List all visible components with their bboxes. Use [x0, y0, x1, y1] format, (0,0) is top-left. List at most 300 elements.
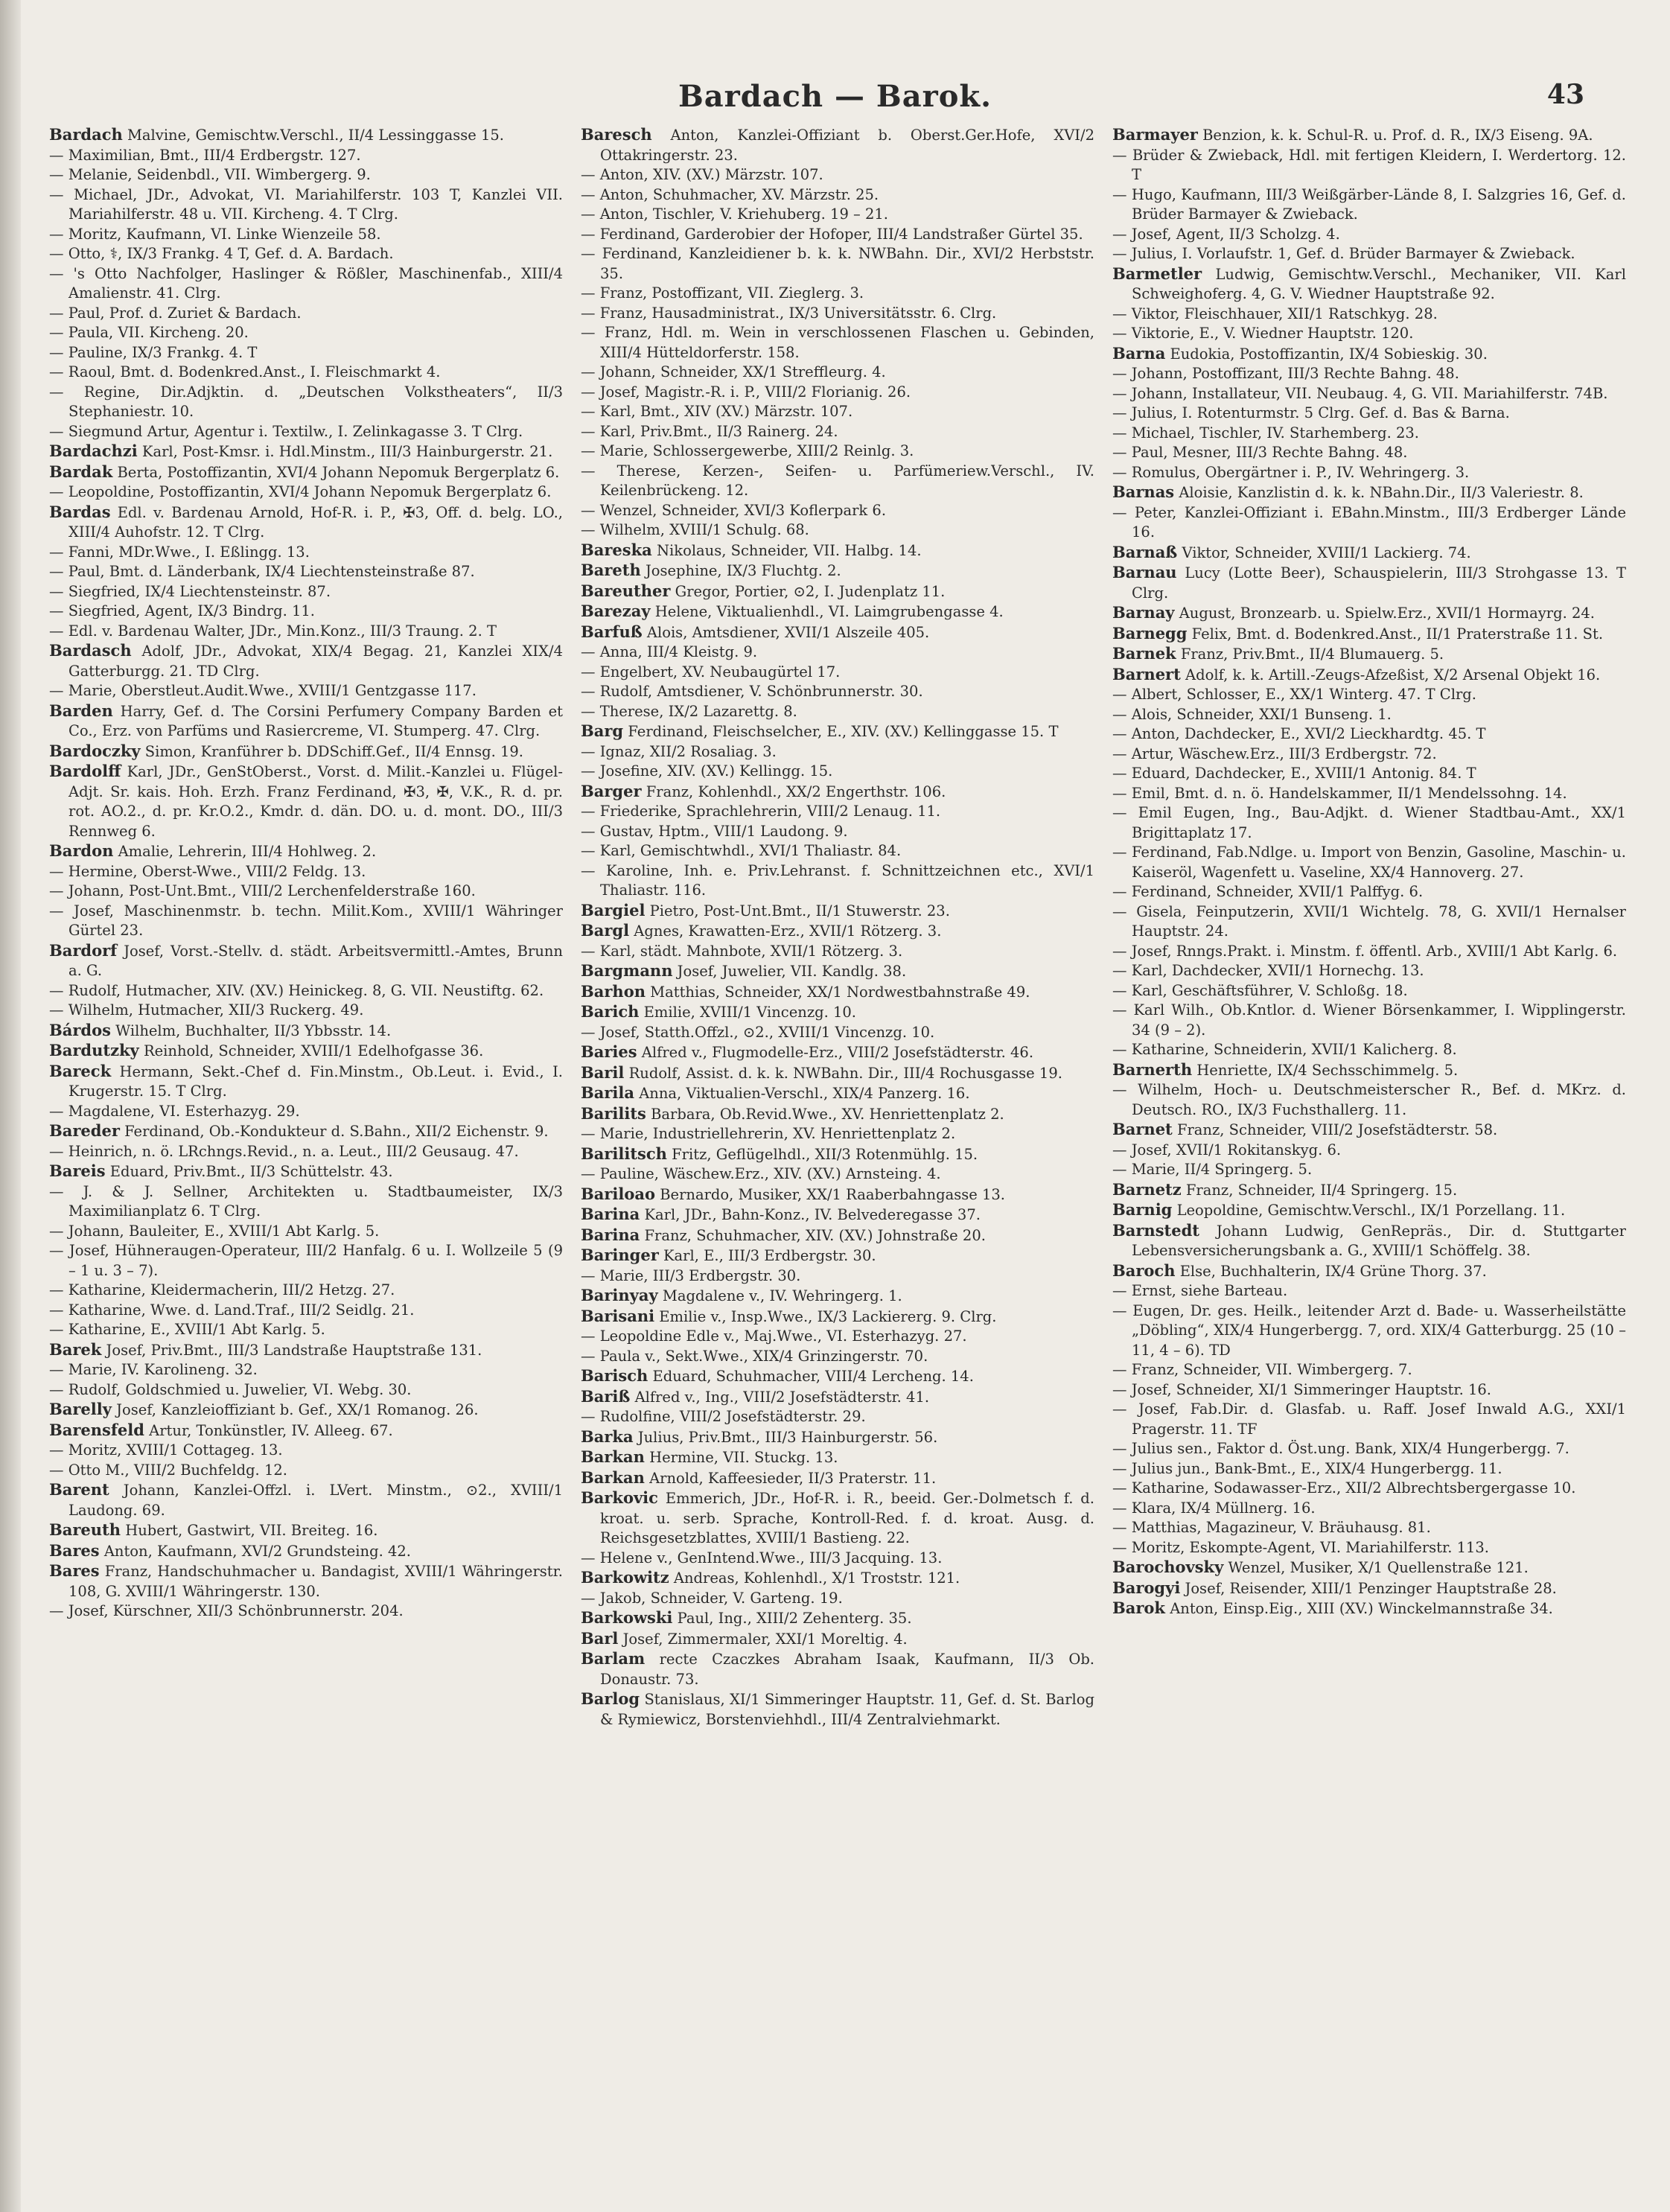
- entry-text: Andreas, Kohlenhdl., X/1 Troststr. 121.: [673, 1569, 960, 1587]
- entry-text: — Marie, III/3 Erdbergstr. 30.: [581, 1266, 801, 1284]
- directory-entry: [1112, 1558, 1626, 1578]
- directory-entry: [49, 622, 563, 642]
- directory-columns: [49, 125, 1628, 2195]
- directory-entry: [581, 205, 1094, 225]
- directory-entry: [581, 1608, 1094, 1629]
- directory-entry: [581, 1185, 1094, 1205]
- entry-text: — Klara, IX/4 Müllnerg. 16.: [1112, 1499, 1316, 1517]
- directory-entry: [49, 383, 563, 422]
- directory-entry: [581, 422, 1094, 442]
- entry-text: — Paul, Prof. d. Zuriet & Bardach.: [49, 304, 302, 322]
- directory-entry: [581, 1002, 1094, 1023]
- directory-entry: [581, 1427, 1094, 1448]
- entry-text: Matthias, Schneider, XX/1 Nordwestbahnstraße 49.: [650, 983, 1030, 1001]
- entry-text: — Katharine, Kleidermacherin, III/2 Hetzg. 27.: [49, 1281, 395, 1298]
- entry-text: — Rudolfine, VIII/2 Josefstädterstr. 29.: [581, 1408, 866, 1425]
- directory-entry: [581, 622, 1094, 643]
- entry-text: — Regine, Dir.Adjktin. d. „Deutschen Volkstheaters“, II/3 Stephaniestr. 10.: [49, 383, 563, 420]
- directory-entry: [49, 363, 563, 383]
- entry-surname: Bariloao: [581, 1184, 655, 1203]
- directory-entry: [581, 1366, 1094, 1387]
- entry-surname: Barnert: [1112, 664, 1181, 683]
- directory-entry: [581, 1447, 1094, 1468]
- directory-entry: [1112, 305, 1626, 325]
- entry-surname: Barger: [581, 781, 642, 800]
- directory-entry: [49, 304, 563, 324]
- directory-entry: [49, 185, 563, 225]
- directory-entry: [1112, 745, 1626, 765]
- entry-surname: Barezay: [581, 602, 651, 620]
- directory-entry: [1112, 882, 1626, 902]
- entry-text: — Siegfried, IX/4 Liechtensteinstr. 87.: [49, 582, 331, 600]
- directory-entry: [1112, 463, 1626, 483]
- directory-entry: [49, 1421, 563, 1441]
- entry-text: Franz, Priv.Bmt., II/4 Blumauerg. 5.: [1180, 646, 1444, 663]
- directory-entry: [49, 841, 563, 862]
- entry-text: Malvine, Gemischtw.Verschl., II/4 Lessinggasse 15.: [127, 127, 504, 144]
- entry-text: — Ferdinand, Fab.Ndlge. u. Import von Benzin, Gasoline, Maschin- u. Kaiseröl, Wagenfett u. Vaseline, XX/4 Hannoverg. 27.: [1112, 844, 1626, 881]
- directory-entry: [1112, 324, 1626, 344]
- entry-surname: Barnas: [1112, 482, 1175, 501]
- entry-surname: Barnet: [1112, 1120, 1173, 1138]
- entry-surname: Bares: [49, 1540, 100, 1560]
- directory-entry: [49, 641, 563, 681]
- entry-text: — Ferdinand, Kanzleidiener b. k. k. NWBahn. Dir., XVI/2 Herbststr. 35.: [581, 245, 1094, 282]
- directory-entry: [1112, 1261, 1626, 1282]
- entry-text: Franz, Schneider, II/4 Springerg. 15.: [1185, 1181, 1458, 1199]
- entry-text: Harry, Gef. d. The Corsini Perfumery Company Barden et Co., Erz. von Parfüms und Rasiercreme, VI. Stumperg. 47. Clrg.: [68, 702, 563, 739]
- directory-entry: [1112, 784, 1626, 804]
- directory-entry: [581, 165, 1094, 185]
- entry-text: — Ferdinand, Schneider, XVII/1 Palffyg. 6.: [1112, 883, 1424, 900]
- directory-entry: [581, 1286, 1094, 1307]
- entry-surname: Bareska: [581, 540, 652, 559]
- entry-text: — Julius sen., Faktor d. Öst.ung. Bank, XIX/4 Hungerbergg. 7.: [1112, 1440, 1569, 1457]
- entry-text: Helene, Viktualienhdl., VI. Laimgrubengasse 4.: [654, 603, 1004, 620]
- entry-text: Adolf, JDr., Advokat, XIX/4 Begag. 21, Kanzlei XIX/4 Gatterburgg. 21. TD Clrg.: [68, 643, 563, 680]
- entry-text: Else, Buchhalterin, IX/4 Grüne Thorg. 37.: [1179, 1262, 1487, 1280]
- directory-entry: [1112, 482, 1626, 503]
- directory-entry: [1112, 384, 1626, 404]
- directory-entry: [1112, 1200, 1626, 1221]
- directory-entry: [581, 1042, 1094, 1063]
- directory-entry: [581, 442, 1094, 462]
- entry-text: — Wilhelm, XVIII/1 Schulg. 68.: [581, 521, 809, 538]
- entry-surname: Barnerth: [1112, 1059, 1193, 1079]
- entry-text: — Ernst, siehe Barteau.: [1112, 1282, 1288, 1299]
- entry-text: Ferdinand, Ob.-Kondukteur d. S.Bahn., XII/2 Eichenstr. 9.: [124, 1123, 549, 1140]
- entry-surname: Bargmann: [581, 961, 673, 980]
- column-middle: [581, 125, 1094, 2195]
- directory-entry: [581, 383, 1094, 403]
- entry-surname: Bares: [49, 1561, 100, 1580]
- directory-entry: [581, 125, 1094, 165]
- entry-text: Henriette, IX/4 Sechsschimmelg. 5.: [1196, 1061, 1459, 1079]
- entry-text: — Edl. v. Bardenau Walter, JDr., Min.Konz., III/3 Traung. 2. T: [49, 622, 497, 640]
- directory-entry: [1112, 644, 1626, 665]
- entry-text: — Josef, Schneider, XI/1 Simmeringer Hauptstr. 16.: [1112, 1380, 1491, 1398]
- entry-surname: Barina: [581, 1225, 640, 1244]
- entry-surname: Bárdos: [49, 1020, 111, 1039]
- entry-text: Viktor, Schneider, XVIII/1 Lackierg. 74.: [1182, 544, 1471, 561]
- entry-text: — Rudolf, Goldschmied u. Juwelier, VI. Webg. 30.: [49, 1380, 412, 1398]
- entry-text: Benzion, k. k. Schul-R. u. Prof. d. R., IX/3 Eiseng. 9A.: [1202, 127, 1593, 144]
- directory-entry: [1112, 1459, 1626, 1479]
- directory-entry: [581, 1307, 1094, 1327]
- entry-text: — Julius, I. Vorlaufstr. 1, Gef. d. Brüder Barmayer & Zwieback.: [1112, 245, 1575, 262]
- entry-surname: Barhon: [581, 981, 646, 1001]
- directory-entry: [581, 561, 1094, 581]
- directory-entry: [49, 543, 563, 563]
- directory-entry: [49, 1340, 563, 1361]
- directory-entry: [49, 462, 563, 483]
- entry-text: — Franz, Postoffizant, VII. Zieglerg. 3.: [581, 284, 864, 302]
- entry-text: Artur, Tonkünstler, IV. Alleeg. 67.: [149, 1421, 393, 1439]
- entry-text: — Eugen, Dr. ges. Heilk., leitender Arzt d. Bade- u. Wasserheilstätte „Döbling“, XIX/4 Hungerbergg. 7, ord. XIX/4 Gatterburgg. 25 (10 – 11, 4 – 6). TD: [1112, 1301, 1626, 1359]
- directory-entry: [49, 742, 563, 762]
- entry-surname: Bariß: [581, 1386, 631, 1406]
- directory-entry: [581, 1589, 1094, 1609]
- directory-entry: [581, 921, 1094, 942]
- entry-text: Franz, Kohlenhdl., XX/2 Engerthstr. 106.: [646, 783, 946, 800]
- entry-text: Anton, Kanzlei-Offiziant b. Oberst.Ger.Hofe, XVI/2 Ottakringerstr. 23.: [600, 127, 1094, 164]
- directory-entry: [581, 762, 1094, 782]
- entry-surname: Bareth: [581, 561, 641, 579]
- entry-surname: Barisani: [581, 1306, 655, 1325]
- entry-surname: Bareck: [49, 1061, 112, 1080]
- directory-entry: [49, 1281, 563, 1301]
- entry-text: Franz, Handschuhmacher u. Bandagist, XVIII/1 Währingerstr. 108, G. XVIII/1 Währingerstr. 130.: [68, 1563, 563, 1600]
- entry-text: Emilie, XVIII/1 Vincenzg. 10.: [643, 1004, 856, 1021]
- entry-surname: Bardoczky: [49, 741, 141, 760]
- entry-surname: Bardolff: [49, 762, 121, 780]
- directory-entry: [581, 982, 1094, 1003]
- entry-text: — Karl, Geschäftsführer, V. Schloßg. 18.: [1112, 981, 1408, 999]
- entry-surname: Barnek: [1112, 644, 1176, 663]
- page-number: 43: [1546, 79, 1584, 110]
- directory-entry: [581, 363, 1094, 383]
- entry-text: Adolf, k. k. Artill.-Zeugs-Afzeßist, X/2 Arsenal Objekt 16.: [1185, 666, 1601, 683]
- entry-text: — Pauline, Wäschew.Erz., XIV. (XV.) Arnsteing. 4.: [581, 1165, 941, 1182]
- entry-text: — Artur, Wäschew.Erz., III/3 Erdbergstr. 72.: [1112, 745, 1437, 762]
- directory-entry: [1112, 146, 1626, 185]
- directory-entry: [1112, 981, 1626, 1001]
- column-left: [49, 125, 563, 2195]
- directory-entry: [581, 1246, 1094, 1266]
- entry-text: — Fanni, MDr.Wwe., I. Eßlingg. 13.: [49, 543, 310, 561]
- entry-text: — Wilhelm, Hoch- u. Deutschmeisterscher R., Bef. d. MKrz. d. Deutsch. RO., IX/3 Fuchsthallerg. 11.: [1112, 1081, 1626, 1118]
- entry-surname: Baringer: [581, 1246, 659, 1264]
- entry-text: — Julius, I. Rotenturmstr. 5 Clrg. Gef. d. Bas & Barna.: [1112, 404, 1510, 421]
- entry-text: — Viktor, Fleischhauer, XII/1 Ratschkyg. 28.: [1112, 305, 1438, 322]
- entry-text: — Moritz, XVIII/1 Cottageg. 13.: [49, 1441, 283, 1459]
- entry-text: — Ignaz, XII/2 Rosaliag. 3.: [581, 742, 777, 760]
- directory-entry: [581, 782, 1094, 803]
- entry-text: Aloisie, Kanzlistin d. k. k. NBahn.Dir., II/3 Valeriestr. 8.: [1179, 484, 1584, 501]
- entry-text: — Viktorie, E., V. Wiedner Hauptstr. 120.: [1112, 325, 1414, 342]
- directory-entry: [1112, 1080, 1626, 1120]
- entry-text: Felix, Bmt. d. Bodenkred.Anst., II/1 Praterstraße 11. St.: [1191, 625, 1604, 643]
- entry-text: Eduard, Schuhmacher, VIII/4 Lercheng. 14.: [652, 1368, 974, 1385]
- entry-text: August, Bronzearb. u. Spielw.Erz., XVII/1 Hormayrg. 24.: [1179, 605, 1595, 622]
- entry-text: — Katharine, Wwe. d. Land.Traf., III/2 Seidlg. 21.: [49, 1301, 415, 1319]
- directory-entry: [1112, 1160, 1626, 1180]
- entry-text: — Gisela, Feinputzerin, XVII/1 Wichtelg. 78, G. XVII/1 Hernalser Hauptstr. 24.: [1112, 902, 1626, 940]
- entry-text: Hermine, VII. Stuckg. 13.: [649, 1449, 838, 1466]
- entry-text: — Anna, III/4 Kleistg. 9.: [581, 643, 758, 660]
- entry-text: — Josef, Maschinenmstr. b. techn. Milit.Kom., XVIII/1 Währinger Gürtel 23.: [49, 902, 563, 939]
- entry-surname: Barmayer: [1112, 125, 1198, 144]
- entry-text: — Josef, Statth.Offzl., ⊙2., XVIII/1 Vincenzg. 10.: [581, 1023, 935, 1041]
- directory-entry: [49, 482, 563, 503]
- entry-surname: Barlog: [581, 1689, 640, 1708]
- entry-surname: Barfuß: [581, 622, 643, 641]
- entry-text: — Marie, Industriellehrerin, XV. Henriettenplatz 2.: [581, 1125, 956, 1142]
- directory-entry: [1112, 1060, 1626, 1081]
- entry-text: — J. & J. Sellner, Architekten u. Stadtbaumeister, IX/3 Maximilianplatz 6. T Clrg.: [49, 1182, 563, 1220]
- directory-entry: [49, 1400, 563, 1421]
- entry-text: — Jakob, Schneider, V. Garteng. 19.: [581, 1589, 843, 1607]
- directory-entry: [1112, 961, 1626, 981]
- directory-entry: [1112, 843, 1626, 882]
- directory-entry: [581, 520, 1094, 541]
- entry-text: — Karl, Bmt., XIV (XV.) Märzstr. 107.: [581, 403, 853, 420]
- entry-text: — Katharine, E., XVIII/1 Abt Karlg. 5.: [49, 1321, 325, 1338]
- directory-entry: [581, 185, 1094, 205]
- directory-entry: [49, 1320, 563, 1340]
- entry-text: Agnes, Krawatten-Erz., XVII/1 Rötzerg. 3.: [634, 922, 942, 940]
- directory-entry: [1112, 443, 1626, 463]
- entry-surname: Barl: [581, 1628, 619, 1648]
- directory-entry: [581, 961, 1094, 982]
- directory-entry: [581, 1144, 1094, 1165]
- directory-entry: [49, 681, 563, 701]
- entry-surname: Baril: [581, 1062, 625, 1082]
- directory-entry: [1112, 1479, 1626, 1499]
- entry-text: — Albert, Schlosser, E., XX/1 Winterg. 47. T Clrg.: [1112, 686, 1476, 703]
- entry-surname: Bardachzi: [49, 442, 138, 460]
- directory-entry: [49, 442, 563, 462]
- directory-entry: [581, 1347, 1094, 1367]
- entry-surname: Bardas: [49, 502, 111, 521]
- directory-entry: [49, 582, 563, 602]
- entry-text: Josef, Reisender, XIII/1 Penzinger Hauptstraße 28.: [1185, 1579, 1557, 1597]
- entry-text: Wilhelm, Buchhalter, II/3 Ybbsstr. 14.: [115, 1021, 392, 1039]
- entry-surname: Barinyay: [581, 1286, 658, 1304]
- entry-text: Pietro, Post-Unt.Bmt., II/1 Stuwerstr. 23.: [649, 902, 950, 919]
- entry-surname: Barnay: [1112, 603, 1175, 622]
- entry-text: Karl, E., III/3 Erdbergstr. 30.: [663, 1247, 876, 1264]
- directory-entry: [581, 1266, 1094, 1287]
- entry-text: Emilie v., Insp.Wwe., IX/3 Lackiererg. 9. Clrg.: [659, 1307, 997, 1325]
- directory-entry: [1112, 404, 1626, 424]
- entry-text: — Johann, Installateur, VII. Neubaug. 4, G. VII. Mariahilferstr. 74B.: [1112, 384, 1608, 402]
- directory-entry: [1112, 1499, 1626, 1519]
- entry-text: recte Czaczkes Abraham Isaak, Kaufmann, II/3 Ob. Donaustr. 73.: [600, 1651, 1094, 1688]
- directory-entry: [49, 1461, 563, 1481]
- entry-text: Berta, Postoffizantin, XVI/4 Johann Nepomuk Bergerplatz 6.: [117, 463, 560, 481]
- directory-entry: [49, 264, 563, 304]
- directory-entry: [581, 1689, 1094, 1730]
- directory-entry: [1112, 1301, 1626, 1361]
- entry-text: — Romulus, Obergärtner i. P., IV. Wehringerg. 3.: [1112, 463, 1470, 481]
- directory-entry: [581, 225, 1094, 245]
- entry-text: — Josef, Fab.Dir. d. Glasfab. u. Raff. Josef Inwald A.G., XXI/1 Pragerstr. 11. TF: [1112, 1400, 1626, 1438]
- entry-text: — Otto, ⚕, IX/3 Frankg. 4 T, Gef. d. A. Bardach.: [49, 245, 394, 262]
- directory-entry: [1112, 1180, 1626, 1201]
- entry-text: — Marie, Oberstleut.Audit.Wwe., XVIII/1 Gentzgasse 117.: [49, 682, 477, 699]
- entry-text: Nikolaus, Schneider, VII. Halbg. 14.: [656, 541, 922, 559]
- directory-entry: [581, 1083, 1094, 1104]
- entry-surname: Barna: [1112, 343, 1166, 363]
- directory-entry: [1112, 1141, 1626, 1161]
- directory-entry: [581, 1488, 1094, 1549]
- directory-entry: [1112, 685, 1626, 705]
- entry-text: Johann Ludwig, GenRepräs., Dir. d. Stuttgarter Lebensversicherungsbank a. G., XVIII/1 Schöffelg. 38.: [1132, 1222, 1626, 1259]
- entry-text: Amalie, Lehrerin, III/4 Hohlweg. 2.: [118, 843, 377, 860]
- entry-text: — Leopoldine Edle v., Maj.Wwe., VI. Esterhazyg. 27.: [581, 1327, 967, 1345]
- directory-entry: [581, 1104, 1094, 1125]
- entry-text: Hubert, Gastwirt, VII. Breiteg. 16.: [125, 1522, 378, 1539]
- directory-entry: [49, 1520, 563, 1541]
- entry-text: Eduard, Priv.Bmt., II/3 Schüttelstr. 43.: [109, 1163, 393, 1180]
- entry-text: Fritz, Geflügelhdl., XII/3 Rotenmühlg. 15.: [672, 1145, 978, 1163]
- directory-entry: [581, 304, 1094, 324]
- entry-text: — Melanie, Seidenbdl., VII. Wimbergerg. 9.: [49, 166, 371, 183]
- directory-entry: [49, 343, 563, 363]
- directory-entry: [581, 1205, 1094, 1225]
- entry-text: Anton, Einsp.Eig., XIII (XV.) Winckelmannstraße 34.: [1170, 1600, 1553, 1617]
- entry-text: — Raoul, Bmt. d. Bodenkred.Anst., I. Fleischmarkt 4.: [49, 363, 441, 380]
- directory-entry: [1112, 1538, 1626, 1558]
- entry-text: — Josef, Magistr.-R. i. P., VIII/2 Florianig. 26.: [581, 383, 911, 401]
- entry-surname: Barkan: [581, 1467, 645, 1487]
- entry-surname: Bareuther: [581, 581, 671, 600]
- entry-text: — Anton, Tischler, V. Kriehuberg. 19 – 21.: [581, 205, 889, 223]
- entry-text: Josef, Vorst.-Stellv. d. städt. Arbeitsvermittl.-Amtes, Brunn a. G.: [68, 942, 563, 979]
- column-right: [1112, 125, 1626, 2195]
- directory-entry: [581, 802, 1094, 822]
- directory-entry: [1112, 543, 1626, 564]
- entry-text: — Matthias, Magazineur, V. Bräuhausg. 81.: [1112, 1519, 1431, 1536]
- directory-entry: [581, 861, 1094, 901]
- entry-surname: Barkowitz: [581, 1568, 669, 1587]
- entry-text: — Heinrich, n. ö. LRchngs.Revid., n. a. Leut., III/2 Geusaug. 47.: [49, 1142, 519, 1160]
- entry-text: — Josef, Kürschner, XII/3 Schönbrunnerstr. 204.: [49, 1602, 404, 1619]
- directory-entry: [49, 1161, 563, 1182]
- directory-entry: [1112, 364, 1626, 384]
- entry-text: Stanislaus, XI/1 Simmeringer Hauptstr. 11, Gef. d. St. Barlog & Rymiewicz, Borstenviehhdl., III/4 Zentralviehmarkt.: [600, 1691, 1094, 1728]
- directory-entry: [1112, 1400, 1626, 1439]
- page-header: [45, 76, 1625, 121]
- directory-entry: [581, 1327, 1094, 1347]
- directory-entry: [1112, 705, 1626, 725]
- entry-surname: Bargiel: [581, 900, 646, 919]
- directory-entry: [581, 501, 1094, 521]
- entry-surname: Barnig: [1112, 1200, 1173, 1219]
- directory-entry: [49, 165, 563, 185]
- entry-text: Julius, Priv.Bmt., III/3 Hainburgerstr. 56.: [637, 1428, 938, 1446]
- entry-text: — Katharine, Schneiderin, XVII/1 Kalicherg. 8.: [1112, 1041, 1457, 1058]
- entry-text: — Josef, Hühneraugen-Operateur, III/2 Hanfalg. 6 u. I. Wollzeile 5 (9 – 1 u. 3 – 7).: [49, 1242, 563, 1279]
- entry-text: — Emil, Bmt. d. n. ö. Handelskammer, II/1 Mendelssohng. 14.: [1112, 784, 1567, 802]
- directory-entry: [49, 1380, 563, 1400]
- entry-text: — Leopoldine, Postoffizantin, XVI/4 Johann Nepomuk Bergerplatz 6.: [49, 483, 552, 500]
- directory-entry: [49, 701, 563, 742]
- entry-text: — Josefine, XIV. (XV.) Kellingg. 15.: [581, 762, 833, 780]
- directory-entry: [49, 323, 563, 343]
- entry-text: — Helene v., GenIntend.Wwe., III/3 Jacquing. 13.: [581, 1549, 943, 1566]
- directory-entry: [1112, 1001, 1626, 1040]
- entry-text: — Anton, XIV. (XV.) Märzstr. 107.: [581, 166, 823, 183]
- entry-text: Karl, JDr., GenStOberst., Vorst. d. Milit.-Kanzlei u. Flügel-Adjt. Sr. kais. Hoh. Erzh. Franz Ferdinand, ✠3, ✠, V.K., R. d. pr. rot. AO.2., d. pr. Kr.O.2., Kmdr. d. dän. DO. u. d. mont. DO., III/3 Rennweg 6.: [68, 763, 563, 840]
- entry-surname: Baroch: [1112, 1260, 1176, 1280]
- entry-text: Anna, Viktualien-Verschl., XIX/4 Panzerg. 16.: [639, 1085, 970, 1102]
- entry-text: — Johann, Postoffizant, III/3 Rechte Bahng. 48.: [1112, 365, 1459, 382]
- directory-entry: [49, 902, 563, 941]
- directory-entry: [49, 981, 563, 1001]
- entry-text: Anton, Kaufmann, XVI/2 Grundsteing. 42.: [103, 1542, 411, 1560]
- directory-entry: [49, 1021, 563, 1042]
- entry-surname: Barila: [581, 1083, 634, 1102]
- directory-entry: [49, 762, 563, 841]
- entry-surname: Barnstedt: [1112, 1220, 1199, 1240]
- directory-entry: [1112, 344, 1626, 365]
- entry-text: — Anton, Dachdecker, E., XVI/2 Lieckhardtg. 45. T: [1112, 725, 1486, 742]
- entry-text: — Johann, Bauleiter, E., XVIII/1 Abt Karlg. 5.: [49, 1222, 380, 1240]
- directory-entry: [49, 1360, 563, 1380]
- entry-text: Hermann, Sekt.-Chef d. Fin.Minstm., Ob.Leut. i. Evid., I. Krugerstr. 15. T Clrg.: [68, 1062, 563, 1100]
- entry-text: Eudokia, Postoffizantin, IX/4 Sobieskig. 30.: [1170, 345, 1488, 363]
- entry-surname: Barisch: [581, 1366, 648, 1385]
- directory-entry: [1112, 1578, 1626, 1599]
- entry-surname: Bargl: [581, 921, 630, 940]
- directory-entry: [49, 1441, 563, 1461]
- entry-surname: Barok: [1112, 1599, 1165, 1617]
- directory-entry: [581, 901, 1094, 922]
- entry-text: — Otto M., VIII/2 Buchfeldg. 12.: [49, 1461, 287, 1479]
- directory-entry: [581, 942, 1094, 962]
- directory-entry: [1112, 803, 1626, 843]
- entry-surname: Barina: [581, 1205, 640, 1223]
- directory-entry: [581, 1124, 1094, 1144]
- entry-text: Edl. v. Bardenau Arnold, Hof-R. i. P., ✠3, Off. d. belg. LO., XIII/4 Auhofstr. 12. T Clrg.: [68, 503, 563, 541]
- entry-text: — Moritz, Kaufmann, VI. Linke Wienzeile 58.: [49, 225, 381, 243]
- entry-text: — Rudolf, Amtsdiener, V. Schönbrunnerstr. 30.: [581, 683, 923, 700]
- directory-entry: [1112, 764, 1626, 784]
- entry-surname: Barkan: [581, 1447, 645, 1466]
- entry-text: — Therese, Kerzen-, Seifen- u. Parfümeriew.Verschl., IV. Keilenbrückeng. 12.: [581, 462, 1094, 499]
- directory-entry: [581, 1023, 1094, 1043]
- entry-text: — Ferdinand, Garderobier der Hofoper, III/4 Landstraßer Gürtel 35.: [581, 225, 1083, 243]
- entry-surname: Barnetz: [1112, 1179, 1182, 1199]
- entry-text: — Maximilian, Bmt., III/4 Erdbergstr. 127.: [49, 146, 361, 164]
- entry-surname: Barent: [49, 1480, 109, 1499]
- directory-entry: [581, 742, 1094, 762]
- directory-entry: [49, 562, 563, 582]
- entry-text: Ferdinand, Fleischselcher, E., XIV. (XV.) Kellinggasse 15. T: [628, 723, 1059, 740]
- entry-text: — 's Otto Nachfolger, Haslinger & Rößler, Maschinenfab., XIII/4 Amalienstr. 41. Clrg.: [49, 264, 563, 302]
- entry-text: Josef, Juwelier, VII. Kandlg. 38.: [677, 963, 907, 980]
- directory-entry: [49, 1142, 563, 1162]
- directory-entry: [49, 1102, 563, 1122]
- directory-entry: [1112, 1380, 1626, 1400]
- entry-surname: Barnau: [1112, 563, 1177, 581]
- entry-text: Magdalene v., IV. Wehringerg. 1.: [662, 1287, 902, 1304]
- directory-entry: [49, 244, 563, 264]
- entry-text: — Moritz, Eskompte-Agent, VI. Mariahilferstr. 113.: [1112, 1538, 1490, 1556]
- entry-text: — Engelbert, XV. Neubaugürtel 17.: [581, 663, 841, 681]
